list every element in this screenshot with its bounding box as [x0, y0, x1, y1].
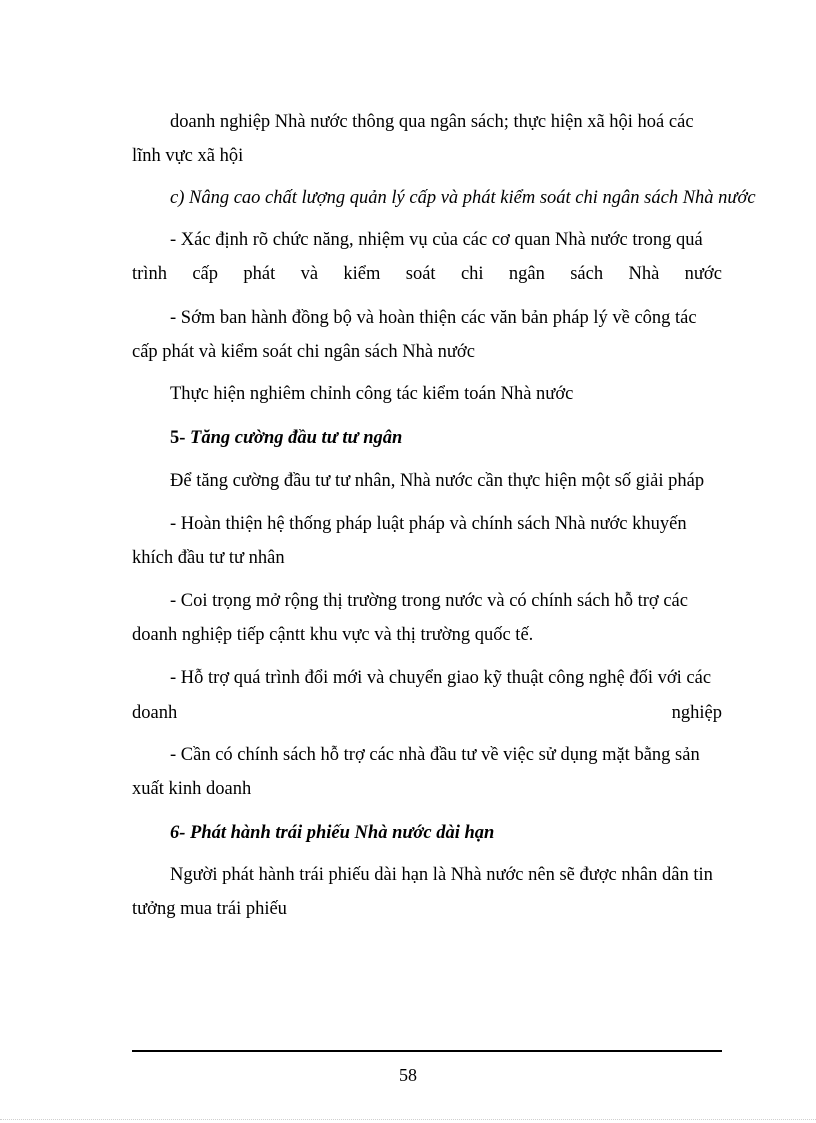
word: sách [570, 264, 604, 284]
word: ngân [508, 264, 545, 284]
paragraph-line: - Coi trọng mở rộng thị trường trong nước và có chính sách hỗ trợ các [170, 591, 688, 611]
paragraph-line: - Hoàn thiện hệ thống pháp luật pháp và chính sách Nhà nước khuyến [170, 514, 687, 534]
paragraph-line: - Cần có chính sách hỗ trợ các nhà đầu tư về việc sử dụng mặt bằng sản [170, 745, 700, 765]
paragraph-line: Người phát hành trái phiếu dài hạn là Nhà nước nên sẽ được nhân dân tin [170, 865, 713, 885]
paragraph-line: - Hỗ trợ quá trình đổi mới và chuyển giao kỹ thuật công nghệ đối với các [170, 668, 712, 688]
subheading-c: c) Nâng cao chất lượng quản lý cấp và phát kiểm soát chi ngân sách Nhà nước [170, 188, 756, 208]
word: doanh [132, 703, 178, 723]
paragraph-line: xuất kinh doanh [132, 779, 252, 799]
word: cấp [192, 264, 218, 284]
paragraph-line: doanh nghiệp tiếp cậntt khu vực và thị trường quốc tế. [132, 625, 534, 645]
footer-rule [132, 1050, 722, 1052]
paragraph-line: Thực hiện nghiêm chỉnh công tác kiểm toán Nhà nước [170, 384, 574, 404]
paragraph-line: tưởng mua trái phiếu [132, 899, 287, 919]
page-number: 58 [399, 1065, 417, 1085]
word: soát [405, 264, 436, 284]
paragraph-line: cấp phát và kiểm soát chi ngân sách Nhà nước [132, 342, 475, 362]
page-edge-divider [0, 1119, 816, 1121]
word: trình [132, 264, 167, 284]
section-number: 5- [170, 428, 191, 448]
word: chi [460, 264, 484, 284]
section-title: 6- Phát hành trái phiếu Nhà nước dài hạn [170, 823, 495, 843]
paragraph-line: - Xác định rõ chức năng, nhiệm vụ của các cơ quan Nhà nước trong quá [170, 230, 703, 250]
word: kiểm [343, 264, 381, 284]
section-heading-5 [170, 426, 722, 450]
word: nước [684, 264, 722, 284]
paragraph-line: Để tăng cường đầu tư tư nhân, Nhà nước cần thực hiện một số giải pháp [170, 471, 705, 491]
word: Nhà [628, 264, 660, 284]
section-heading-6 [170, 821, 722, 845]
paragraph-line: - Sớm ban hành đồng bộ và hoàn thiện các văn bản pháp lý về công tác [170, 308, 697, 328]
paragraph-line: lĩnh vực xã hội [132, 146, 244, 166]
paragraph-line: doanh nghiệp Nhà nước thông qua ngân sách; thực hiện xã hội hoá các [170, 112, 694, 132]
justified-line [132, 262, 722, 286]
paragraph-line: khích đầu tư tư nhân [132, 548, 285, 568]
word: phát [243, 264, 276, 284]
section-title: Tăng cường đầu tư tư ngân [190, 428, 403, 448]
justified-line [132, 701, 722, 725]
word: và [300, 264, 319, 284]
word: nghiệp [671, 703, 722, 723]
